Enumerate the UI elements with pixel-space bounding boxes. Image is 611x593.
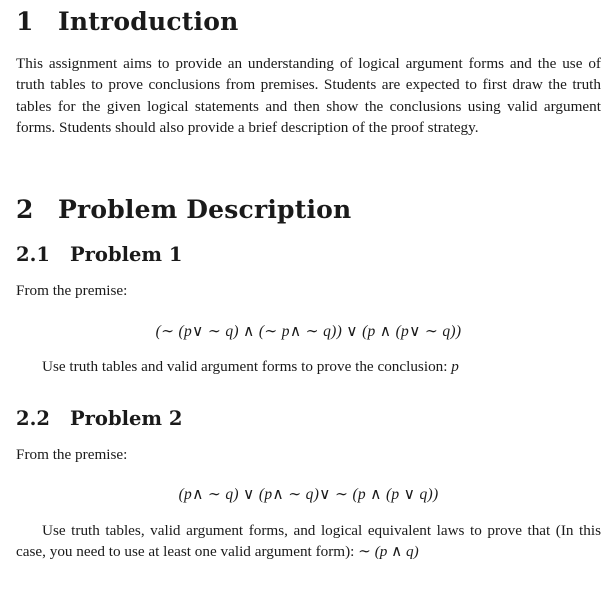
problem-1-number: 2.1 bbox=[16, 243, 50, 266]
problem-2-intro: From the premise: bbox=[16, 446, 128, 463]
section-2-number: 2 bbox=[16, 195, 34, 224]
section-2-title: Problem Description bbox=[58, 195, 352, 224]
problem-2-number: 2.2 bbox=[16, 407, 50, 430]
problem-1-title: Problem 1 bbox=[70, 243, 183, 266]
section-2-heading bbox=[16, 195, 351, 225]
section-1-paragraph: This assignment aims to provide an understanding of logical argument forms and the use of truth tables to prove conclusions from premises. Students are expected to first draw the truth tables for the given logical statements and then show the conclusions using valid argument forms. Students should also provide a brief description of the proof strategy. bbox=[16, 55, 601, 136]
problem-1-heading bbox=[16, 243, 182, 267]
problem-2-heading bbox=[16, 407, 182, 431]
problem-1-conclusion: p bbox=[451, 358, 459, 375]
problem-2-premise: (p∧ ∼ q) ∨ (p∧ ∼ q)∨ ∼ (p ∧ (p ∨ q)) bbox=[178, 486, 439, 503]
problem-1-instruction-text: Use truth tables and valid argument forms to prove the conclusion: bbox=[42, 358, 452, 375]
section-1-title: Introduction bbox=[58, 7, 239, 36]
problem-2-instruction-text: Use truth tables, valid argument forms, and logical equivalent laws to prove that (In this case, you need to use at least one valid argument form): bbox=[16, 522, 601, 561]
section-1-heading bbox=[16, 7, 238, 37]
section-1-number: 1 bbox=[16, 7, 34, 36]
problem-1-instruction bbox=[42, 357, 602, 377]
problem-1-premise: (∼ (p∨ ∼ q) ∧ (∼ p∧ ∼ q)) ∨ (p ∧ (p∨ ∼ q)) bbox=[155, 323, 462, 340]
problem-2-instruction bbox=[16, 520, 601, 563]
problem-2-conclusion: ∼ (p ∧ q) bbox=[358, 543, 419, 561]
problem-1-intro: From the premise: bbox=[16, 282, 128, 299]
problem-2-title: Problem 2 bbox=[70, 407, 183, 430]
